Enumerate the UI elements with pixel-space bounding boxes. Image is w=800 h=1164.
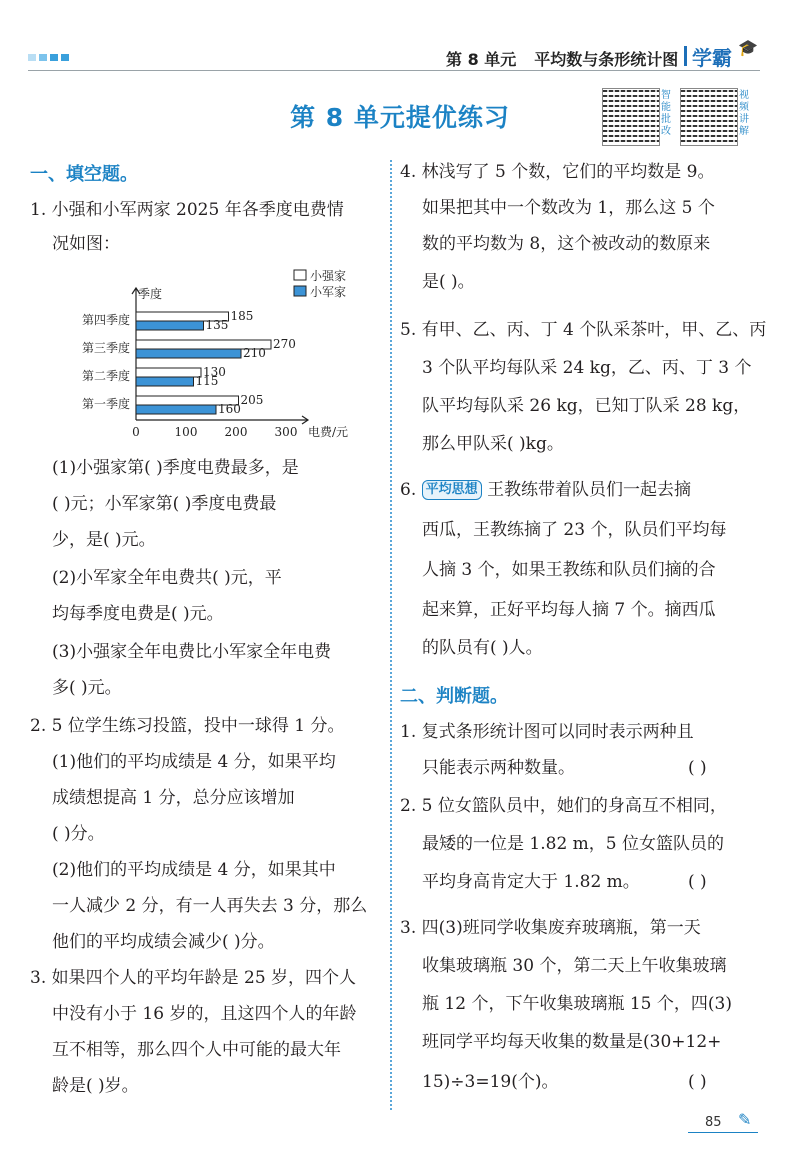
bar-value-label: 135: [205, 318, 229, 332]
legend-swatch: [294, 286, 306, 296]
tf3-answer-paren[interactable]: ( ): [688, 1072, 707, 1092]
q3-line: 3. 如果四个人的平均年龄是 25 岁，四个人: [30, 968, 357, 988]
q3-line: 中没有小于 16 岁的，且这四个人的年龄: [52, 1004, 357, 1024]
q5-line: 5. 有甲、乙、丙、丁 4 个队采茶叶，甲、乙、丙: [400, 320, 767, 340]
q2-sub1-line: ( )分。: [52, 824, 105, 844]
bar: [136, 377, 194, 386]
q6-text: 王教练带着队员们一起去摘: [487, 480, 692, 500]
tf2-answer-paren[interactable]: ( ): [688, 872, 707, 892]
header-decoration: [28, 54, 69, 61]
header-rule: [28, 70, 760, 71]
q3-line: 互不相等，那么四个人中可能的最大年: [52, 1040, 341, 1060]
q6-line: 人摘 3 个，如果王教练和队员们摘的合: [422, 560, 716, 580]
q6-line: 的队员有( )人。: [422, 638, 543, 658]
section-fill-in: 一、填空题。: [30, 164, 138, 185]
q2-line: 2. 5 位学生练习投篮，投中一球得 1 分。: [30, 716, 345, 736]
q3-line: 龄是( )岁。: [52, 1076, 139, 1096]
q6-number: 6.: [400, 480, 417, 500]
q1-sub1-line: (1)小强家第( )季度电费最多，是: [52, 458, 299, 478]
bar: [136, 368, 201, 377]
page-number-rule: [688, 1132, 758, 1133]
q4-line: 如果把其中一个数改为 1，那么这 5 个: [422, 198, 715, 218]
q1-sub2-line: 均每季度电费是( )元。: [52, 604, 224, 624]
qr-code-grading-icon[interactable]: [602, 88, 660, 146]
q1-line: 况如图：: [52, 234, 120, 254]
q2-sub1-line: 成绩想提高 1 分，总分应该增加: [52, 788, 295, 808]
bar-value-label: 185: [230, 309, 254, 323]
tf1-line: 只能表示两种数量。: [422, 758, 575, 778]
bar: [136, 321, 204, 330]
q1-sub1-line: 少，是( )元。: [52, 530, 156, 550]
bar-value-label: 270: [273, 337, 296, 351]
header-unit: 第 8 单元: [446, 50, 517, 69]
q1-sub1-line: ( )元；小军家第( )季度电费最: [52, 494, 277, 514]
bar-value-label: 210: [243, 346, 266, 360]
q6-line: 西瓜，王教练摘了 23 个，队员们平均每: [422, 520, 727, 540]
q2-sub1-line: (1)他们的平均成绩是 4 分，如果平均: [52, 752, 336, 772]
x-tick-label: 300: [274, 425, 298, 439]
tf3-line: 班同学平均每天收集的数量是(30+12+: [422, 1032, 722, 1052]
tf2-line: 平均身高肯定大于 1.82 m。: [422, 872, 640, 892]
q5-line: 3 个队平均每队采 24 kg，乙、丙、丁 3 个: [422, 358, 752, 378]
qr-caption-grading: 智能批改: [661, 90, 671, 137]
q4-line: 4. 林浅写了 5 个数，它们的平均数是 9。: [400, 162, 715, 182]
q2-sub2-line: 一人减少 2 分，有一人再失去 3 分，那么: [52, 896, 368, 916]
bar-chart: [58, 262, 378, 448]
q1-sub3-line: (3)小强家全年电费比小军家全年电费: [52, 642, 332, 662]
bar: [136, 349, 241, 358]
tf2-line: 最矮的一位是 1.82 m，5 位女篮队员的: [422, 834, 724, 854]
q1-sub3-line: 多( )元。: [52, 678, 122, 698]
category-label: 第二季度: [81, 369, 130, 383]
qr-caption-video: 视频讲解: [739, 90, 749, 137]
category-label: 第一季度: [81, 397, 130, 411]
legend-label: 小强家: [310, 269, 347, 283]
q5-line: 那么甲队采( )kg。: [422, 434, 564, 454]
x-axis-label: 电费/元: [308, 425, 349, 439]
bar-value-label: 115: [195, 374, 219, 388]
q2-sub2-line: (2)他们的平均成绩是 4 分，如果其中: [52, 860, 336, 880]
q6-line: 起来算，正好平均每人摘 7 个。摘西瓜: [422, 600, 716, 620]
q4-line: 数的平均数为 8，这个被改动的数原来: [422, 234, 711, 254]
header-topic: 平均数与条形统计图: [534, 50, 679, 69]
qr-code-video-icon[interactable]: [680, 88, 738, 146]
q2-sub2-line: 他们的平均成绩会减少( )分。: [52, 932, 275, 952]
brand-logo: 学霸: [692, 42, 732, 71]
q1-line: 1. 小强和小军两家 2025 年各季度电费情: [30, 200, 344, 220]
x-tick-label: 200: [224, 425, 248, 439]
legend-label: 小军家: [310, 285, 347, 299]
tf2-line: 2. 5 位女篮队员中，她们的身高互不相同，: [400, 796, 727, 816]
x-tick-label: 0: [132, 425, 140, 439]
method-tag-badge: 平均思想: [422, 480, 482, 500]
q4-line: 是( )。: [422, 272, 475, 292]
q1-sub2-line: (2)小军家全年电费共( )元，平: [52, 568, 282, 588]
category-label: 第四季度: [81, 313, 130, 327]
page-title: 第 8 单元提优练习: [290, 103, 510, 132]
tf3-line: 瓶 12 个，下午收集玻璃瓶 15 个，四(3): [422, 994, 732, 1014]
graduation-cap-icon: 🎓: [738, 38, 758, 57]
header-title: [446, 47, 678, 70]
x-tick-label: 100: [174, 425, 198, 439]
tf3-line: 15)÷3=19(个)。: [422, 1072, 559, 1092]
q5-line: 队平均每队采 26 kg，已知丁队采 28 kg，: [422, 396, 751, 416]
category-label: 第三季度: [81, 341, 130, 355]
tf3-line: 3. 四(3)班同学收集废弃玻璃瓶，第一天: [400, 918, 701, 938]
bar-value-label: 205: [240, 393, 264, 407]
bar-value-label: 160: [218, 402, 241, 416]
tf1-answer-paren[interactable]: ( ): [688, 758, 707, 778]
bar-value-label: 130: [203, 365, 226, 379]
bar: [136, 405, 216, 414]
page-number: 85: [705, 1115, 722, 1130]
column-divider: [390, 160, 392, 1110]
section-true-false: 二、判断题。: [400, 686, 508, 707]
pencil-icon: ✎: [738, 1110, 752, 1129]
tf1-line: 1. 复式条形统计图可以同时表示两种且: [400, 722, 694, 742]
y-axis-label: 季度: [138, 287, 163, 301]
tf3-line: 收集玻璃瓶 30 个，第二天上午收集玻璃: [422, 956, 727, 976]
q6-line: [400, 478, 691, 502]
legend-swatch: [294, 270, 306, 280]
